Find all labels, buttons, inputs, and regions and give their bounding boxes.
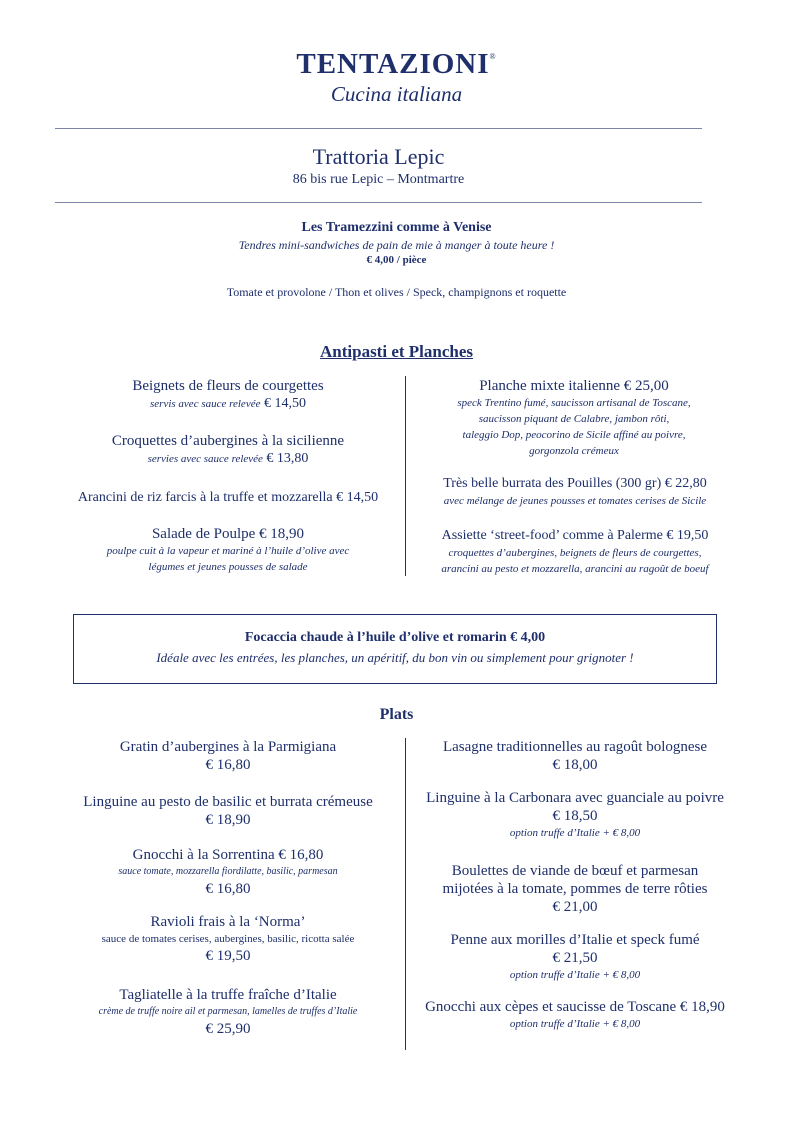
plat-item [63, 738, 393, 774]
item-desc: servies avec sauce relevée [147, 453, 263, 465]
item-desc: arancini au pesto et mozzarella, arancini au ragoût de boeuf [441, 563, 709, 575]
item-desc: crème de truffe noire ail et parmesan, lamelles de truffes d’Italie [98, 1006, 358, 1017]
plat-item [410, 738, 740, 774]
item-name: Très belle burrata des Pouilles (300 gr) € 22,80 [443, 476, 707, 491]
brand-name: TENTAZIONI [296, 48, 490, 80]
item-desc: gorgonzola crémeux [529, 445, 619, 457]
item-desc: saucisson piquant de Calabre, jambon rôti, [478, 413, 670, 425]
item-name: Linguine au pesto de basilic et burrata crémeuse [83, 794, 373, 810]
item-price: € 18,90 [205, 812, 251, 828]
focaccia-title: Focaccia chaude à l’huile d’olive et romarin € 4,00 [244, 630, 546, 645]
plats-column-divider [405, 738, 406, 1050]
antipasti-item [410, 475, 740, 509]
divider-top [55, 128, 702, 129]
tramezzini-price: € 4,00 / pièce [366, 254, 427, 266]
item-name: Boulettes de viande de bœuf et parmesan [451, 863, 699, 879]
item-name: Salade de Poulpe € 18,90 [151, 526, 305, 542]
tramezzini-title: Les Tramezzini comme à Venise [301, 220, 492, 235]
item-desc: avec mélange de jeunes pousses et tomates cerises de Sicile [443, 495, 707, 507]
plat-item [410, 998, 740, 1032]
item-name: Gnocchi aux cèpes et saucisse de Toscane € 18,90 [425, 999, 725, 1015]
item-name: Arancini de riz farcis à la truffe et mozzarella € 14,50 [77, 490, 379, 505]
tramezzini-subtitle: Tendres mini-sandwiches de pain de mie à manger à toute heure ! [238, 238, 555, 252]
item-price: € 18,50 [552, 808, 598, 824]
item-price: € 14,50 [263, 396, 306, 411]
item-name: Gratin d’aubergines à la Parmigiana [119, 739, 337, 755]
item-name: Ravioli frais à la ‘Norma’ [150, 914, 306, 930]
antipasti-item [409, 377, 739, 459]
item-desc: sauce tomate, mozzarella fiordilatte, basilic, parmesan [118, 866, 338, 877]
item-price: € 19,50 [205, 948, 251, 964]
brand-tagline: Cucina italiana [330, 82, 463, 106]
item-name: Tagliatelle à la truffe fraîche d’Italie [119, 987, 337, 1003]
item-option: option truffe d’Italie + € 8,00 [509, 1018, 641, 1030]
item-desc-line [63, 450, 393, 468]
item-price: € 25,90 [205, 1021, 251, 1037]
item-desc: taleggio Dop, peocorino de Sicile affiné au poivre, [462, 429, 686, 441]
plat-item [63, 793, 393, 829]
item-desc-line [63, 395, 393, 413]
item-name: Gnocchi à la Sorrentina € 16,80 [132, 847, 324, 863]
restaurant-name: Trattoria Lepic [312, 144, 445, 169]
item-name: Assiette ‘street-food’ comme à Palerme € 19,50 [441, 528, 709, 543]
focaccia-subtitle: Idéale avec les entrées, les planches, un apéritif, du bon vin ou simplement pour grignoter ! [156, 650, 634, 665]
item-desc: sauce de tomates cerises, aubergines, basilic, ricotta salée [101, 933, 355, 945]
antipasti-column-divider [405, 376, 406, 576]
antipasti-title: Antipasti et Planches [320, 342, 473, 361]
item-desc: speck Trentino fumé, saucisson artisanal de Toscane, [457, 397, 691, 409]
registered-mark: ® [489, 52, 497, 61]
antipasti-item [63, 432, 393, 468]
antipasti-item [40, 489, 416, 507]
antipasti-item [63, 377, 393, 413]
plats-title: Plats [379, 706, 414, 723]
item-price: € 21,00 [552, 899, 598, 915]
divider-bottom [55, 202, 702, 203]
restaurant-address: 86 bis rue Lepic – Montmartre [292, 172, 465, 187]
brand-logo [0, 48, 793, 81]
item-price: € 21,50 [552, 950, 598, 966]
item-name: Lasagne traditionnelles au ragoût bolognese [442, 739, 708, 755]
plat-item [63, 913, 393, 965]
item-price: € 16,80 [205, 757, 251, 773]
plat-item [63, 986, 393, 1038]
item-desc: croquettes d’aubergines, beignets de fleurs de courgettes, [448, 547, 702, 559]
tramezzini-flavors: Tomate et provolone / Thon et olives / Speck, champignons et roquette [226, 285, 567, 299]
item-desc: légumes et jeunes pousses de salade [148, 561, 308, 573]
focaccia-box [73, 614, 717, 684]
item-desc: poulpe cuit à la vapeur et mariné à l’huile d’olive avec [106, 545, 350, 557]
item-price: € 13,80 [266, 451, 309, 466]
plat-item [410, 862, 740, 916]
item-desc: servis avec sauce relevée [150, 398, 261, 410]
item-name: Beignets de fleurs de courgettes [132, 378, 324, 394]
plat-item [63, 846, 393, 898]
antipasti-item [410, 527, 740, 577]
item-option: option truffe d’Italie + € 8,00 [509, 827, 641, 839]
antipasti-item [63, 525, 393, 575]
item-name: Croquettes d’aubergines à la sicilienne [111, 433, 345, 449]
item-price: € 16,80 [205, 881, 251, 897]
plat-item [410, 931, 740, 983]
plat-item [410, 789, 740, 841]
item-name: Planche mixte italienne € 25,00 [479, 378, 669, 394]
item-option: option truffe d’Italie + € 8,00 [509, 969, 641, 981]
item-name-line-2: mijotées à la tomate, pommes de terre rôties [442, 881, 708, 897]
item-name: Penne aux morilles d’Italie et speck fumé [450, 932, 700, 948]
item-price: € 18,00 [552, 757, 598, 773]
item-name: Linguine à la Carbonara avec guanciale au poivre [426, 790, 724, 806]
